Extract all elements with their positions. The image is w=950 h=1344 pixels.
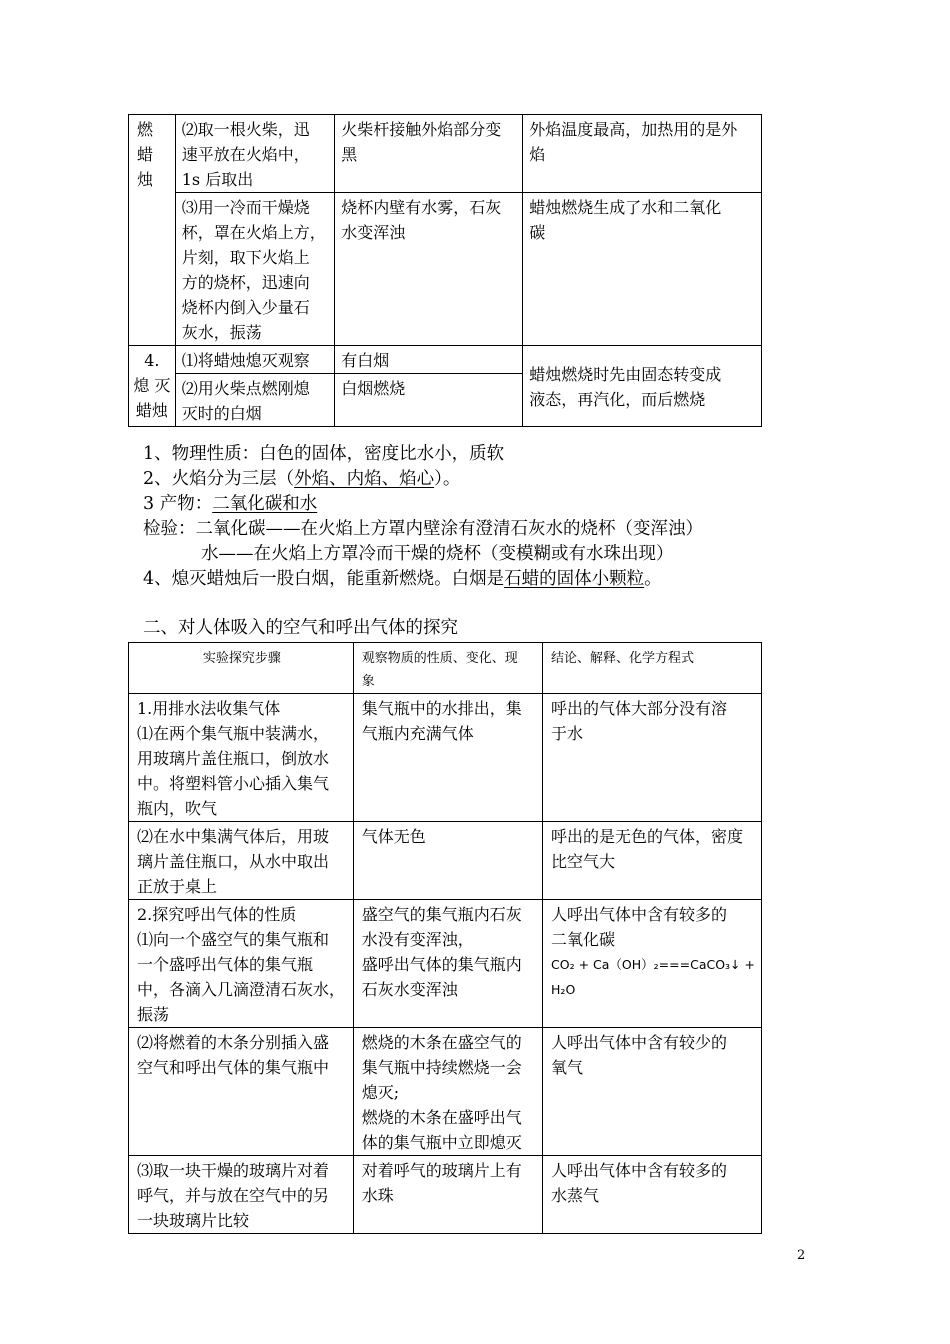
group-cell-burning-candle (129, 115, 176, 346)
table-row (129, 822, 762, 900)
page-number: 2 (797, 1248, 806, 1263)
candle-experiment-table (128, 114, 762, 427)
observation-cell: 有白烟 (335, 346, 523, 374)
group-cell-extinguish-candle: 4. 熄 灭 蜡烛 (129, 346, 176, 427)
column-header: 结论、解释、化学方程式 (543, 643, 762, 694)
conclusion-cell: 呼出的气体大部分没有溶 于水 (543, 694, 762, 822)
step-cell: ⑵在水中集满气体后，用玻 璃片盖住瓶口，从水中取出 正放于桌上 (129, 822, 354, 900)
conclusion-cell: 人呼出气体中含有较少的 氧气 (543, 1028, 762, 1156)
chemical-equation-continued: H₂O (551, 982, 576, 997)
note-products: 3 产物：二氧化碳和水 (143, 494, 318, 514)
step-cell: 1.用排水法收集气体 ⑴在两个集气瓶中装满水， 用玻璃片盖住瓶口，倒放水 中。将塑料管小心插入集气 瓶内，吹气 (129, 694, 354, 822)
table-row (129, 694, 762, 822)
table-row (129, 193, 762, 346)
conclusion-cell: 外焰温度最高，加热用的是外 焰 (523, 115, 762, 193)
step-cell: ⑶取一块干燥的玻璃片对着 呼气，并与放在空气中的另 一块玻璃片比较 (129, 1156, 354, 1234)
note-white-smoke: 4、熄灭蜡烛后一股白烟，能重新燃烧。白烟是石蜡的固体小颗粒。 (143, 569, 662, 589)
section-heading: 二、对人体吸入的空气和呼出气体的探究 (143, 618, 458, 638)
group-label-char: 蜡 (137, 145, 154, 164)
chemical-equation: CO₂ + Ca（OH）₂===CaCO₃↓ + (551, 957, 755, 972)
table-row (129, 115, 762, 193)
observation-cell: 烧杯内壁有水雾，石灰 水变浑浊 (335, 193, 523, 346)
step-cell: ⑵取一根火柴，迅 速平放在火焰中， 1s 后取出 (175, 115, 335, 193)
note-physical-properties: 1、物理性质：白色的固体，密度比水小，质软 (143, 444, 505, 464)
table-row (129, 900, 762, 1028)
observation-cell: 集气瓶中的水排出，集 气瓶内充满气体 (353, 694, 542, 822)
observation-cell: 白烟燃烧 (335, 374, 523, 427)
candle-notes (143, 442, 703, 592)
note-test-co2: 检验：二氧化碳——在火焰上方罩内壁涂有澄清石灰水的烧杯（变浑浊） (143, 519, 703, 539)
step-cell: 2.探究呼出气体的性质 ⑴向一个盛空气的集气瓶和 一个盛呼出气体的集气瓶 中，各滴入几滴澄清石灰水， 振荡 (129, 900, 354, 1028)
observation-cell: 气体无色 (353, 822, 542, 900)
table-row (129, 346, 762, 374)
step-cell: ⑴将蜡烛熄灭观察 (175, 346, 335, 374)
observation-cell: 火柴杆接触外焰部分变 黑 (335, 115, 523, 193)
observation-cell: 燃烧的木条在盛空气的 集气瓶中持续燃烧一会 熄灭; 燃烧的木条在盛呼出气 体的集气瓶中立即熄灭 (353, 1028, 542, 1156)
note-flame-layers: 2、火焰分为三层（外焰、内焰、焰心）。 (143, 469, 461, 489)
observation-cell: 盛空气的集气瓶内石灰 水没有变浑浊， 盛呼出气体的集气瓶内 石灰水变浑浊 (353, 900, 542, 1028)
column-header: 实验探究步骤 (129, 643, 354, 694)
step-cell: ⑵将燃着的木条分别插入盛 空气和呼出气体的集气瓶中 (129, 1028, 354, 1156)
step-cell: ⑵用火柴点燃刚熄 灭时的白烟 (175, 374, 335, 427)
conclusion-cell: 人呼出气体中含有较多的 水蒸气 (543, 1156, 762, 1234)
conclusion-cell: 人呼出气体中含有较多的 二氧化碳 CO₂ + Ca（OH）₂===CaCO₃↓ + H₂O (543, 900, 762, 1028)
column-header: 观察物质的性质、变化、现 象 (353, 643, 542, 694)
conclusion-cell: 蜡烛燃烧生成了水和二氧化 碳 (523, 193, 762, 346)
breath-experiment-table (128, 642, 762, 1234)
observation-cell: 对着呼气的玻璃片上有 水珠 (353, 1156, 542, 1234)
conclusion-cell: 蜡烛燃烧时先由固态转变成 液态，再汽化，而后燃烧 (523, 346, 762, 427)
table-header-row (129, 643, 762, 694)
note-test-water: 水——在火焰上方罩冷而干燥的烧杯（变模糊或有水珠出现） (201, 544, 674, 564)
table-row (129, 1156, 762, 1234)
conclusion-cell: 呼出的是无色的气体，密度 比空气大 (543, 822, 762, 900)
step-cell: ⑶用一冷而干燥烧 杯，罩在火焰上方， 片刻，取下火焰上 方的烧杯，迅速向 烧杯内倒入少量石 灰水，振荡 (175, 193, 335, 346)
group-label-char: 燃 (137, 120, 154, 139)
table-row (129, 1028, 762, 1156)
group-label-char: 烛 (137, 170, 154, 189)
